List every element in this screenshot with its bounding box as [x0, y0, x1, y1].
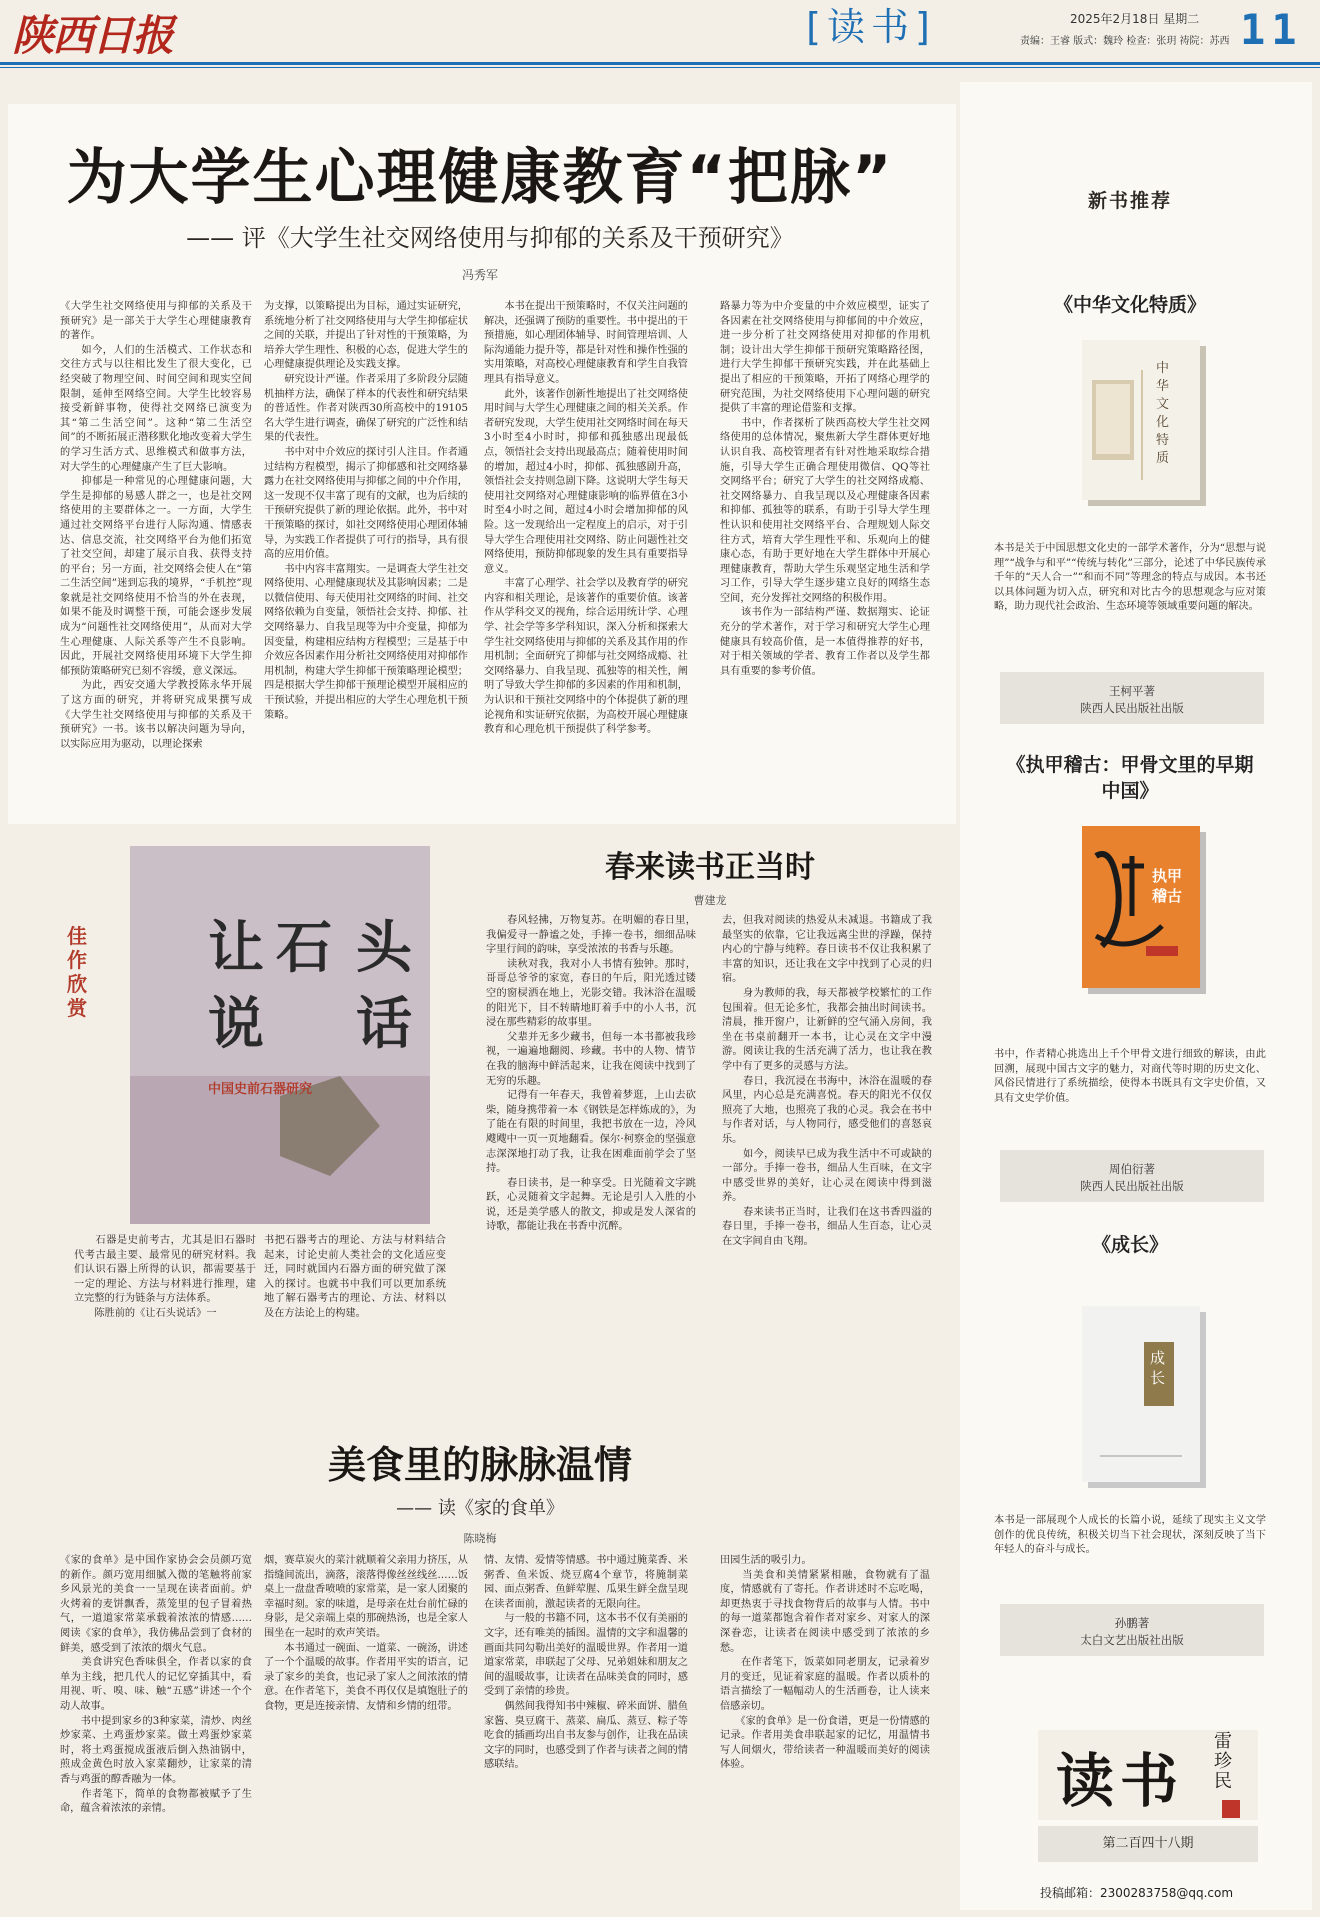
book-author-3: 孙鹏著	[1114, 1616, 1150, 1630]
book-description-3: 本书是一部展现个人成长的长篇小说，延续了现实主义文学创作的优良传统，积极关切当下社会现状，深刻反映了当下年轻人的奋斗与成长。	[994, 1515, 1266, 1556]
book-author-2: 周伯衍著	[1109, 1162, 1155, 1176]
food-column-1: 《家的食单》是中国作家协会会员颜巧宽的新作。颜巧宽用细腻入微的笔触将前家乡风景光的美食一一呈现在读者面前。炉火烤着的麦饼飘香，蒸笼里的包子冒着热气，一道道家常菜承载着浓浓的情感……阅读《家的食单》，我仿佛品尝到了食材的鲜美，感受到了浓浓的烟火气息。 美食讲究色香味俱全，作者以家的食单为主线，把几代人的记忆穿插其中，看用视、听、嗅、味、触“五感”讲述一个个动人故事。 书中提到家乡的3种家菜，清炒、肉丝炒家菜、土鸡蛋炒家菜。做土鸡蛋炒家菜时，将土鸡蛋搅成蛋液后倒入热油锅中，煎成金黄色时放入家菜翻炒，让家菜的清香与鸡蛋的醇香融为一体。 作者笔下，简单的食物都被赋予了生命，蕴含着浓浓的亲情。	[60, 1555, 252, 1815]
sidebar-title: 新书推荐	[1087, 190, 1172, 212]
food-article-title: 美食里的脉脉温情	[327, 1443, 632, 1487]
book-description-1: 本书是关于中国思想文化史的一部学术著作，分为“思想与说理”“战争与和平”“传统与转化”三部分，论述了中华民族传承千年的“天人合一”“和而不同”等理念的特点与成因。本书还以具体问题为切入点，研究和对比古今的思想观念与应对策略，助力现代社会政治、生态环境等领域重要问题的解决。	[994, 543, 1266, 613]
main-column-4: 路暴力等为中介变量的中介效应模型，证实了各因素在社交网络使用与抑郁间的中介效应，进一步分析了社交网络使用对抑郁的作用机制；设计出大学生抑郁干预研究策略路径图，进行大学生抑郁干预研究实践，并在此基础上提出了相应的干预策略，开拓了网络心理学的研究范围，为社交网络使用下心理问题的研究提供了丰富的理论借鉴和支撑。 书中，作者探析了陕西高校大学生社交网络使用的总体情况，聚焦新大学生群体更好地认识自我、高校管理者有针对性地采取综合措施，引导大学生正确合理使用微信、QQ等社交网络平台；研究了大学生的社交网络成瘾、社交网络暴力、自我呈现以及心理健康各因素和抑郁、孤独等的联系，有助于引导大学生理性认识和使用社交网络平台、合理规划人际交往方式，培育大学生理性平和、乐观向上的健康心态，有助于更好地在大学生群体中开展心理健康教育，帮助大学生乐观坚定地生活和学习工作，引导大学生逐步建立良好的网络生态空间，充分发挥社交网络的积极作用。 该书作为一部结构严谨、数据翔实、论证充分的学术著作，对于学习和研究大学生心理健康具有较高价值，是一本值得推荐的好书，对于相关领域的学者、教育工作者以及学生都具有重要的参考价值。	[720, 301, 930, 677]
issue-date: 2025年2月18日 星期二	[1070, 12, 1200, 26]
spring-column-2: 去，但我对阅读的热爱从未减退。书籍成了我最坚实的依靠，它让我远离尘世的浮躁，保持内心的宁静与纯粹。春日读书不仅让我积累了丰富的知识，还让我在文字中找到了心灵的归宿。 身为教师的我，每天都被学校繁忙的工作包围着。但无论多忙，我都会抽出时间读书。清晨，推开窗户，让新鲜的空气涌入房间，我坐在书桌前翻开一本书，让心灵在文字中漫游。阅读让我的生活充满了活力，也让我在教学中有了更多的灵感与方法。 春日，我沉浸在书海中，沐浴在温暖的春风里，内心总是充满喜悦。春天的阳光不仅仅照亮了大地，也照亮了我的心灵。我会在书中与作者对话，与人物同行，感受他们的喜怒哀乐。 如今，阅读早已成为我生活中不可或缺的一部分。手捧一卷书，细品人生百味，在文字中感受世界的美好，让心灵在阅读中得到滋养。 春来读书正当时，让我们在这书香四溢的春日里，手捧一卷书，细品人生百态，让心灵在文字间自由飞翔。	[722, 915, 932, 1248]
food-column-2: 烟，赛草炭火的菜汁就顺着父亲用力挤压，从指缝间流出，滴落，滚落得像丝丝线丝……饭桌上一盘盘香喷喷的家常菜，是一家人团聚的幸福时刻。家的味道，是母亲在灶台前忙碌的身影，是父亲端上桌的那碗热汤，也是全家人围坐在一起时的欢声笑语。 本书通过一碗面、一道菜、一碗汤，讲述了一个个温暖的故事。作者用平实的语言，记录了家乡的美食，也记录了家人之间浓浓的情意。在作者笔下，美食不再仅仅是填饱肚子的食物，更是连接亲情、友情和乡情的纽带。	[264, 1555, 468, 1712]
book-author-1: 王柯平著	[1109, 684, 1155, 698]
main-column-2: 为支撑，以策略提出为目标，通过实证研究，系统地分析了社交网络使用与大学生抑郁症状之间的关联，并提出了针对性的干预策略，为培养大学生理性、积极的心态，促进大学生的心理健康提供理论及实践支撑。 研究设计严谨。作者采用了多阶段分层随机抽样方法，确保了样本的代表性和研究结果的普适性。作者对陕西30所高校中的19105名大学生进行调查，确保了研究的广泛性和结果的代表性。 书中对中介效应的探讨引人注目。作者通过结构方程模型，揭示了抑郁感和社交网络暴露力在社交网络使用与抑郁之间的中介作用，这一发现不仅丰富了现有的文献，也为后续的干预研究提供了新的理论依据。此外，书中对干预策略的探讨，如社交网络使用心理团体辅导，为实践工作者提供了可行的指导，具有很高的应用价值。 书中内容丰富翔实。一是调查大学生社交网络使用、心理健康现状及其影响因素；二是以微信使用、每天使用社交网络的时间、社交网络依赖为自变量，领悟社会支持、抑郁、社交网络暴力、自我呈现等为中介变量，抑郁为因变量，构建相应结构方程模型；三是基于中介效应各因素作用分析社交网络使用对抑郁作用机制，构建大学生抑郁干预策略理论模型；四是根据大学生抑郁干预理论模型开展相应的干预试验，并提出相应的大学生心理危机干预策略。	[264, 301, 468, 721]
submission-email: 投稿邮箱：2300283758@qq.com	[1040, 1886, 1234, 1900]
spring-column-1: 春风轻拂，万物复苏。在明媚的春日里，我偏爱寻一静谧之处，手捧一卷书，细细品味字里行间的韵味，享受浓浓的书香与乐趣。 读秋对我，我对小人书情有独钟。那时，哥哥总爷爷的家宽，春日的午后，阳光透过镂空的窗棂洒在地上，光影交错。我沐浴在温暖的阳光下，目不转睛地盯着手中的小人书，沉浸在那些精彩的故事里。 父辈并无多少藏书，但每一本书都被我珍视，一遍遍地翻阅、珍藏。书中的人物、情节在我的脑海中鲜活起来，让我在阅读中找到了无穷的乐趣。 记得有一年春天，我曾着梦逛，上山去砍柴，随身携带着一本《钢铁是怎样炼成的》，为了能在有限的时间里，我把书放在一边，冷风飕飕中一页一页地翻看。保尔·柯察金的坚强意志深深地打动了我，让我在困难面前学会了坚持。 春日读书，是一种享受。日光随着文字跳跃，心灵随着文字起舞。无论是引人入胜的小说，还是美学感人的散文，抑或是发人深省的诗歌，都能让我在书香中沉醉。	[486, 915, 696, 1233]
section-title: [读书]	[806, 5, 936, 49]
spring-article-title: 春来读书正当时	[605, 850, 815, 885]
main-column-3: 本书在提出干预策略时，不仅关注问题的解决，还强调了预防的重要性。书中提出的干预措施，如心理团体辅导、时间管理培训、人际沟通能力提升等，都是针对性和操作性强的实用策略，对高校心理健康教育和学生自我管理具有指导意义。 此外，该著作创新性地提出了社交网络使用时间与大学生心理健康之间的相关关系。作者研究发现，大学生使用社交网络时间在每天3小时至4小时时，抑郁和孤独感出现最低点，领悟社会支持出现最高点；随着使用时间的增加，超过4小时，抑郁、孤独感剧升高，领悟社会支持则急剧下降。这说明大学生每天使用社交网络对心理健康影响的临界值在3小时至4小时之间，超过4小时会增加抑郁的风险。这一发现给出一定程度上的启示，对于引导大学生合理使用社交网络、防止问题性社交网络使用，预防抑郁现象的发生具有重要指导意义。 丰富了心理学、社会学以及教育学的研究内容和相关理论，是该著作的重要价值。该著作从学科交叉的视角，综合运用统计学、心理学、社会学等多学科知识，深入分析和探索大学生社交网络使用与抑郁的关系及其作用的作用机制；全面研究了抑郁与社交网络成瘾、社交网络暴力、自我呈现、孤独等的相关性，阐明了导致大学生抑郁的多因素的作用和机制，为认识和干预社交网络中的个体提供了新的理论视角和实证研究依据，为高校开展心理健康教育和心理危机干预提供了科学参考。	[484, 301, 688, 736]
book-title-2: 《执甲稽古：甲骨文里的早期中国》	[1006, 754, 1254, 802]
food-article-byline: 陈晓梅	[463, 1532, 497, 1545]
page-number: 11	[1240, 5, 1303, 54]
main-subheadline: —— 评《大学生社交网络使用与抑郁的关系及干预研究》	[186, 224, 794, 252]
featured-caption-1: 石器是史前考古，尤其是旧石器时代考古最主要、最常见的研究材料。我们认识石器上所得的认识，都需要基于一定的理论、方法与材料进行推理，建立完整的行为链条与方法体系。 陈胜前的《让石头说话》一	[74, 1235, 256, 1319]
header-divider	[0, 62, 1320, 65]
food-column-3: 情、友情、爱情等情感。书中通过腌菜香、米粥香、鱼米饭、烧豆腐4个章节，将腌制菜园、面点粥香、鱼鲜荤腥、瓜果生鲜全盘呈现在读者面前，激起读者的无限向往。 与一般的书籍不同，这本书不仅有美丽的文字，还有唯美的插图。温情的文字和温馨的画面共同勾勒出美好的温暖世界。作者用一道道家常菜，串联起了父母、兄弟姐妹和朋友之间的温暖故事，让读者在品味美食的同时，感受到了亲情的珍贵。 偶然间我得知书中辣椒、碎米面饼、腊鱼家酱、臭豆腐干、蒸菜、扁瓜、蒸豆、粽子等吃食的插画均出自书友参与创作，让我在品读文字的同时，也感受到了作者与读者之间的情感联结。	[484, 1555, 688, 1771]
book-publisher-box-1	[1000, 672, 1264, 724]
book-cover-2-art	[1082, 826, 1200, 988]
book-publisher-1: 陕西人民出版社出版	[1080, 701, 1184, 715]
main-byline: 冯秀军	[461, 268, 498, 282]
cover-title-char-5: 话	[356, 991, 412, 1057]
featured-tag: 佳作欣赏	[67, 924, 87, 1020]
book-publisher-box-3	[1000, 1604, 1264, 1656]
book-title-3: 《成长》	[1091, 1234, 1168, 1256]
book-cover-1-text: 中华文化特质	[1156, 361, 1170, 466]
book-publisher-3: 太白文艺出版社出版	[1080, 1633, 1184, 1647]
book-title-1: 《中华文化特质》	[1053, 294, 1206, 316]
book-publisher-2: 陕西人民出版社出版	[1080, 1179, 1184, 1193]
featured-cover-subtitle: 中国史前石器研究	[208, 1082, 313, 1097]
main-column-1: 《大学生社交网络使用与抑郁的关系及干预研究》是一部关于大学生心理健康教育的著作。 如今，人们的生活模式、工作状态和交往方式与以往相比发生了很大变化，已经突破了物理空间、时间空间和现实空间限制，延伸至网络空间。大学生比较容易接受新鲜事物，使得社交网络已演变为其“第二生活空间”。这种“第二生活空间”的不断拓展正潜移默化地改变着大学生的学习生活方式、思维模式和做事方法，对大学生的心理健康产生了巨大影响。 抑郁是一种常见的心理健康问题，大学生是抑郁的易感人群之一，也是社交网络使用的主要群体之一。一方面，大学生通过社交网络平台进行人际沟通、情感表达、信息交流，社交网络平台为他们拓宽了社交空间，却建了展示自我、获得支持的平台；另一方面，社交网络会使人在“第二生活空间”迷到忘我的境界，“手机控”现象就是社交网络使用不恰当的外在表现，如果不能及时调整干预，可能会逐步发展成为“问题性社交网络使用”，从而对大学生心理健康、人际关系等产生不良影响。因此，开展社交网络使用环境下大学生抑郁预防策略研究已刻不容缓，意义深远。 为此，西安交通大学教授陈永华开展了这方面的研究，并将研究成果撰写成《大学生社交网络使用与抑郁的关系及干预研究》一书。该书以解决问题为导向，以实际应用为驱动，以理论探索	[60, 301, 252, 750]
book-cover-1-art	[1082, 340, 1200, 500]
book-cover-3	[1082, 1306, 1200, 1482]
masthead-logo: 陕西日报	[12, 11, 173, 60]
book-cover-3-text: 成长	[1150, 1349, 1166, 1387]
calligrapher-signature: 雷珍民	[1214, 1731, 1232, 1792]
editor-credits: 责编：王睿 版式：魏玲 检查：张玥 祷院：苏西	[1020, 36, 1230, 47]
food-article-subhead: —— 读《家的食单》	[396, 1498, 564, 1519]
book-cover-2-text: 执甲稽古	[1152, 867, 1183, 905]
main-headline: 为大学生心理健康教育“把脉”	[66, 143, 894, 213]
column-logo-calligraphy: 读书	[1056, 1747, 1185, 1815]
book-cover-2	[1082, 826, 1200, 988]
book-publisher-box-2	[1000, 1150, 1264, 1202]
seal-stamp	[1222, 1800, 1240, 1818]
book-description-2: 书中，作者精心挑选出上千个甲骨文进行细致的解读，由此回溯，展现中国古文字的魅力，对商代等时期的历史文化、风俗民情进行了系统描绘，使得本书既具有文字史价值，又具有文史学价值。	[994, 1049, 1266, 1104]
featured-caption-2: 书把石器考古的理论、方法与材料结合起来，讨论史前人类社会的文化适应变迁，同时就国内石器方面的研究做了深入的探讨。也就书中我们可以更加系统地了解石器考古的理论、方法、材料以及在方法论上的构建。	[264, 1235, 446, 1319]
cover-title-char-4: 说	[208, 991, 264, 1057]
cover-title-char-3: 头	[356, 915, 412, 981]
food-column-4: 田园生活的吸引力。 当美食和美情紧紧相融，食物就有了温度，情感就有了寄托。作者讲述时不忘吃喝，却更热衷于寻找食物背后的故事与人情。书中的每一道菜都饱含着作者对家乡、对家人的深深眷恋，让读者在阅读中感受到了浓浓的乡愁。 在作者笔下，饭菜如同老朋友，记录着岁月的变迁，见证着家庭的温暖。作者以质朴的语言描绘了一幅幅动人的生活画卷，让人读来倍感亲切。 《家的食单》是一份食谱，更是一份情感的记录。作者用美食串联起家的记忆，用温情书写人间烟火，带给读者一种温暖而美好的阅读体验。	[720, 1555, 930, 1771]
book-cover-1	[1082, 340, 1200, 500]
cover-title-char-2: 石	[276, 915, 332, 981]
spring-article-byline: 曹建龙	[693, 894, 727, 907]
header-divider-thin	[0, 67, 1320, 68]
issue-number: 第二百四十八期	[1038, 1826, 1258, 1862]
cover-title-char-1: 让	[208, 915, 264, 981]
book-cover-3-art	[1082, 1306, 1200, 1482]
